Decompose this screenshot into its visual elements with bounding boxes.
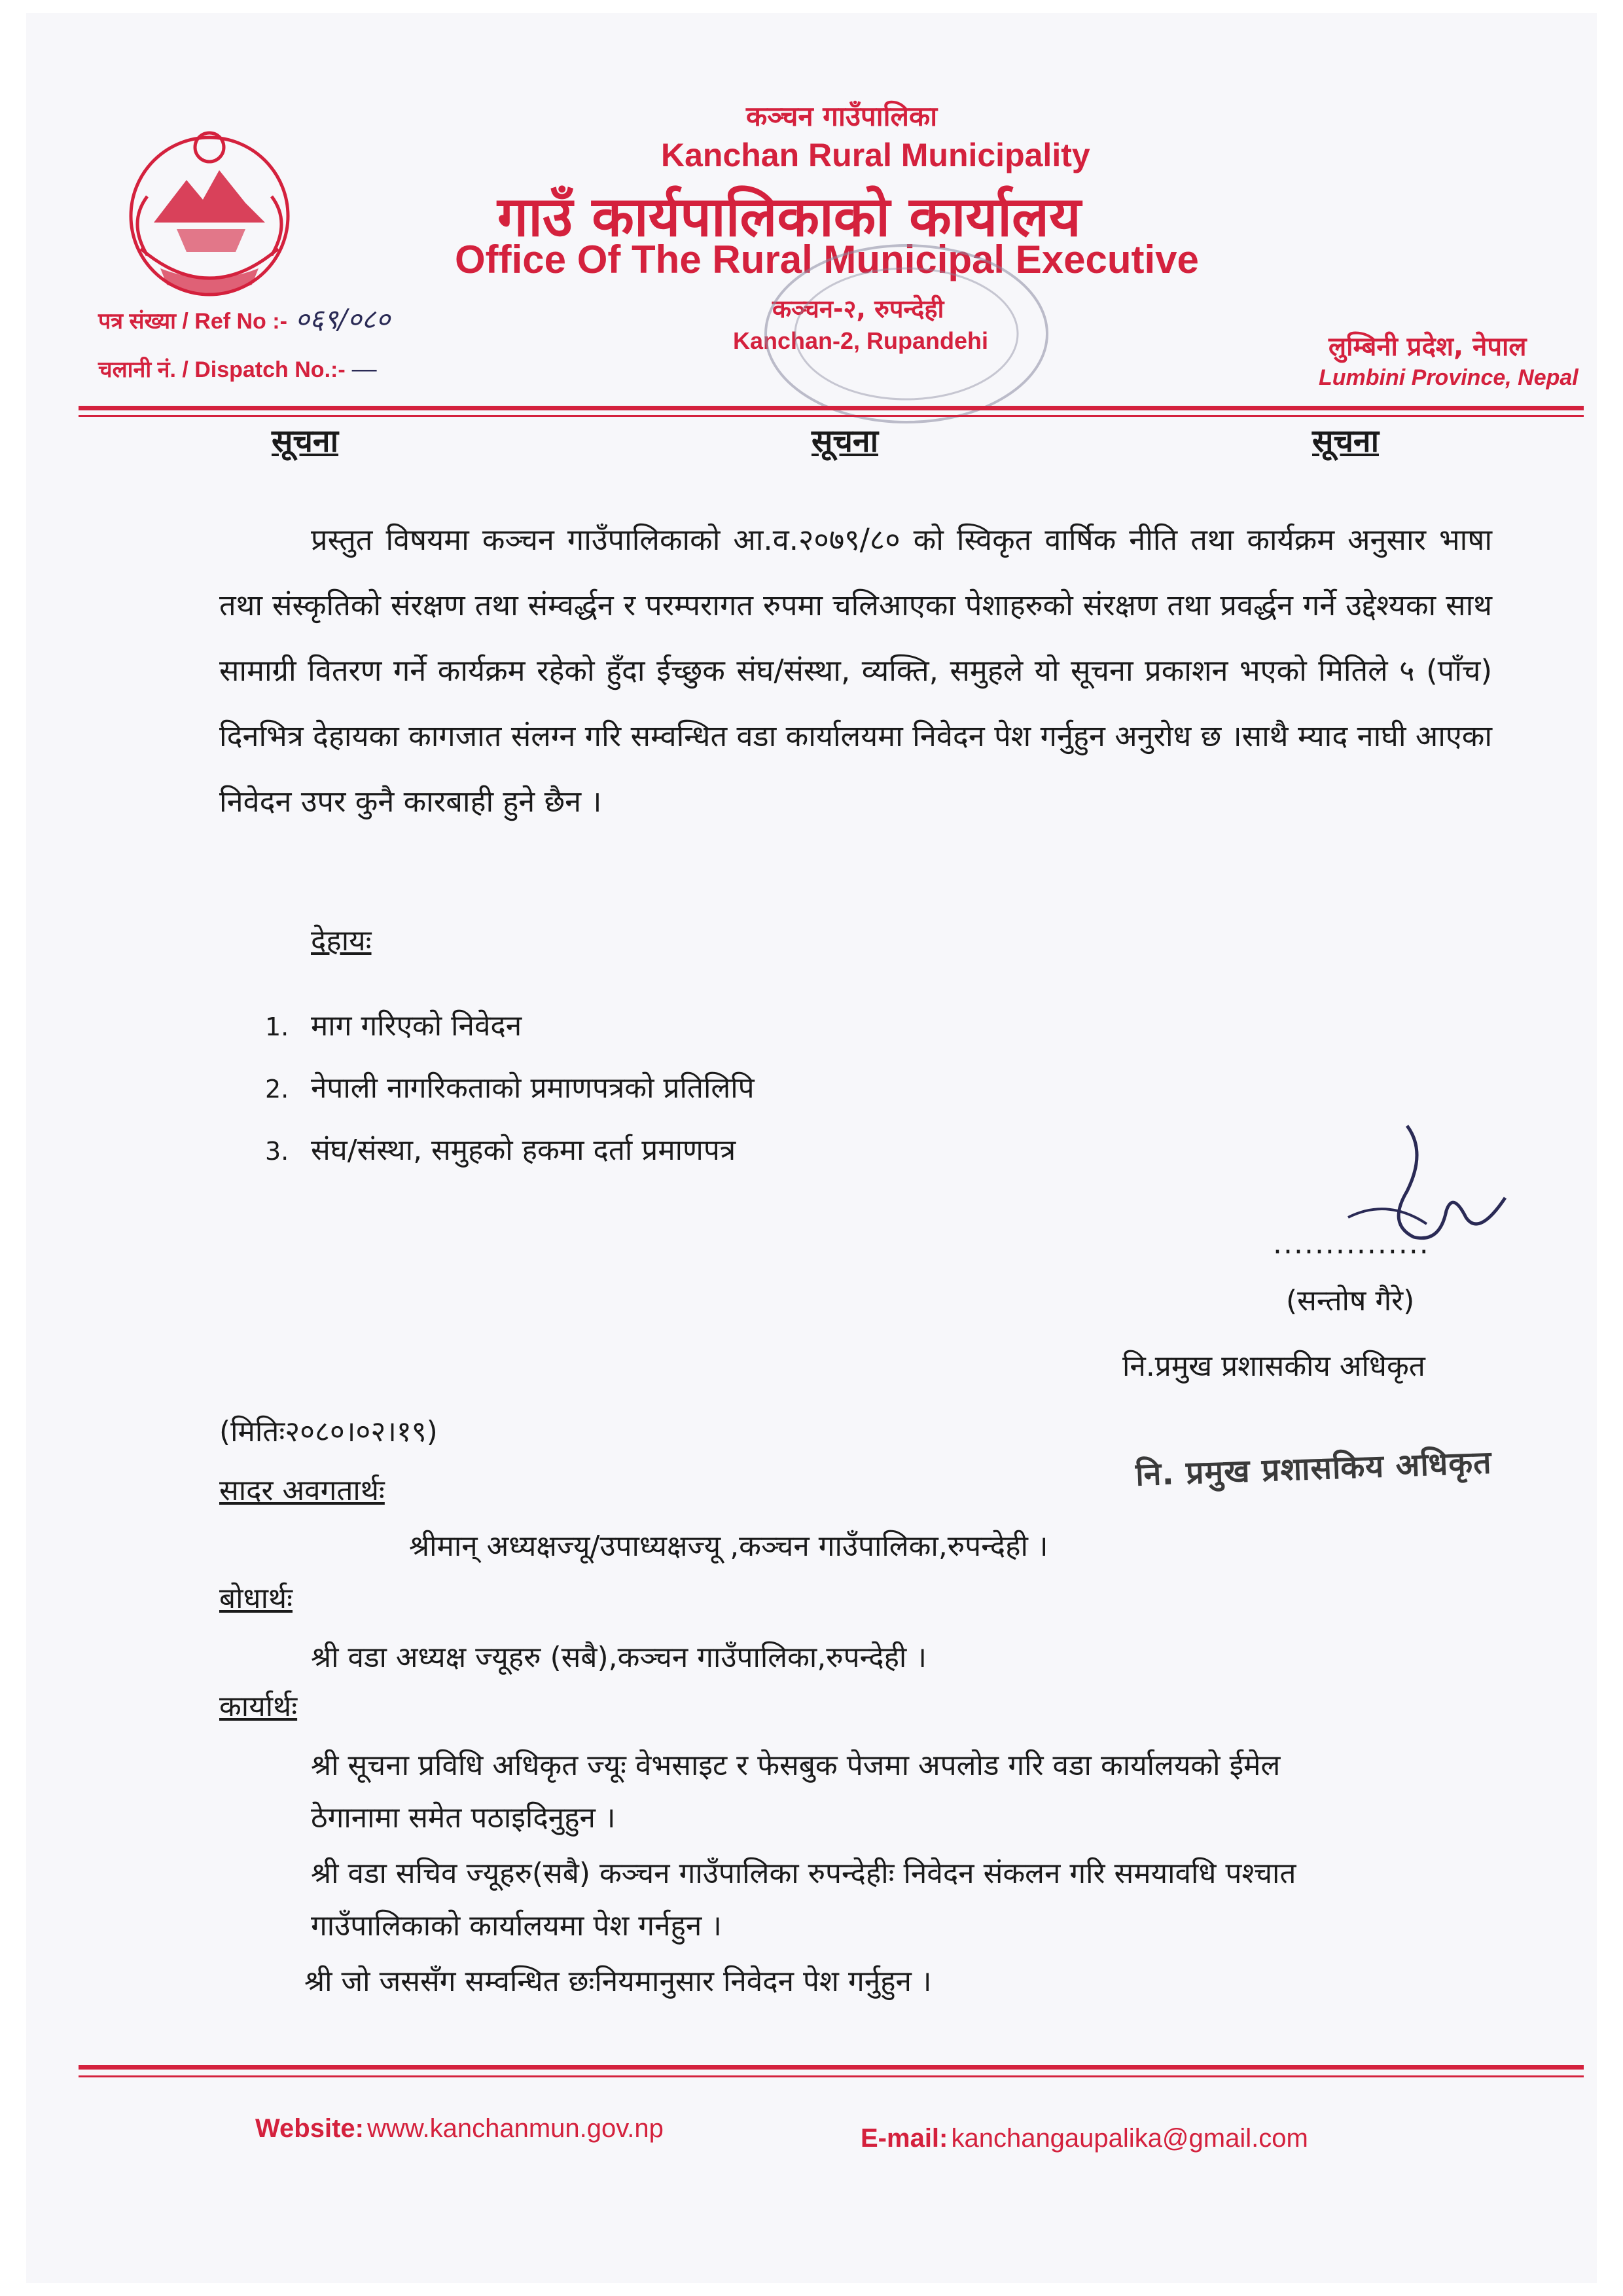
documents-heading: देहायः xyxy=(311,924,372,958)
karyartha-line: गाउँपालिकाको कार्यालयमा पेश गर्नहुन । xyxy=(311,1909,722,1943)
email-label: E-mail: xyxy=(861,2124,948,2153)
karyartha-line: श्री वडा सचिव ज्यूहरु(सबै) कञ्चन गाउँपालिका रुपन्देहीः निवेदन संकलन गरि समयावधि पश्चात xyxy=(311,1857,1296,1890)
header-rule-thin xyxy=(79,415,1584,417)
office-seal-icon xyxy=(753,236,1060,432)
karyartha-heading: कार्यार्थः xyxy=(219,1690,298,1723)
notice-title-left: सूचना xyxy=(272,423,339,459)
document-item xyxy=(265,1129,736,1168)
website-link[interactable]: www.kanchanmun.gov.np xyxy=(367,2114,664,2143)
reference-label: पत्र संख्या / Ref No :- xyxy=(98,309,287,334)
footer-email xyxy=(861,2124,1308,2153)
reference-number xyxy=(98,300,390,337)
municipality-name-en: Kanchan Rural Municipality xyxy=(661,137,1090,173)
nepal-emblem-icon xyxy=(115,118,304,314)
signatory-name: (सन्तोष गैरे) xyxy=(1286,1284,1415,1318)
document-item xyxy=(265,1005,522,1044)
document-item-text: माग गरिएको निवेदन xyxy=(311,1009,522,1043)
signatory-designation: नि.प्रमुख प्रशासकीय अधिकृत xyxy=(1122,1350,1425,1383)
footer-rule xyxy=(79,2065,1584,2070)
notice-title-center: सूचना xyxy=(812,423,879,459)
document-item-text: संघ/संस्था, समुहको हकमा दर्ता प्रमाणपत्र xyxy=(311,1134,736,1167)
reference-value: ०६९/०८० xyxy=(294,303,391,335)
document-item-number: 3. xyxy=(265,1137,289,1166)
footer-website xyxy=(255,2114,664,2144)
dispatch-label: चलानी नं. / Dispatch No.:- xyxy=(98,357,346,382)
notice-title-right: सूचना xyxy=(1312,423,1380,459)
karyartha-line: श्री सूचना प्रविधि अधिकृत ज्यूः वेभसाइट र फेसबुक पेजमा अपलोड गरि वडा कार्यालयको ईमेल xyxy=(311,1749,1281,1782)
notice-date: (मितिः२०८०।०२।१९) xyxy=(219,1415,438,1448)
karyartha-line: श्री जो जससँग सम्वन्धित छःनियमानुसार निवेदन पेश गर्नुहुन । xyxy=(304,1965,932,1998)
document-item-number: 1. xyxy=(265,1013,289,1041)
footer-rule-thin xyxy=(79,2075,1584,2077)
province-en: Lumbini Province, Nepal xyxy=(1319,365,1578,390)
dispatch-number xyxy=(98,353,377,384)
province-np: लुम्बिनी प्रदेश, नेपाल xyxy=(1329,332,1527,362)
office-title-np: गाउँ कार्यपालिकाको कार्यालय xyxy=(497,185,1081,249)
website-label: Website: xyxy=(255,2114,364,2143)
header-rule xyxy=(79,406,1584,410)
municipality-name-np: कञ्चन गाउँपालिका xyxy=(746,100,938,132)
signature-dots: ............... xyxy=(1273,1227,1430,1261)
dispatch-value: — xyxy=(351,355,377,383)
bodhartha-heading: बोधार्थः xyxy=(219,1582,293,1615)
email-link[interactable]: kanchangaupalika@gmail.com xyxy=(951,2124,1308,2153)
ward-address-en: Kanchan-2, Rupandehi xyxy=(733,327,989,354)
document-item-number: 2. xyxy=(265,1075,289,1103)
ward-address-np: कञ्चन-२, रुपन्देही xyxy=(772,295,944,323)
karyartha-line: ठेगानामा समेत पठाइदिनुहुन । xyxy=(311,1801,616,1835)
bodhartha-recipient: श्री वडा अध्यक्ष ज्यूहरु (सबै),कञ्चन गाउँपालिका,रुपन्देही । xyxy=(311,1641,927,1674)
document-item-text: नेपाली नागरिकताको प्रमाणपत्रको प्रतिलिपि xyxy=(311,1071,755,1105)
document-item xyxy=(265,1067,755,1106)
sadar-heading: सादर अवगतार्थः xyxy=(219,1474,385,1507)
office-title-en: Office Of The Rural Municipal Executive xyxy=(455,238,1199,281)
designation-stamp: नि. प्रमुख प्रशासकिय अधिकृत xyxy=(1135,1444,1493,1494)
sadar-recipient: श्रीमान् अध्यक्षज्यू/उपाध्यक्षज्यू ,कञ्चन गाउँपालिका,रुपन्देही । xyxy=(409,1530,1048,1563)
notice-paragraph: प्रस्तुत विषयमा कञ्चन गाउँपालिकाको आ.व.२०७९/८० को स्विकृत वार्षिक नीति तथा कार्यक्रम अनुसार भाषा तथा संस्कृतिको संरक्षण तथा संम्वर्द्धन र परम्परागत रुपमा चलिआएका पेशाहरुको संरक्षण तथा प्रवर्द्धन गर्ने उद्देश्यका साथ सामाग्री वितरण गर्ने कार्यक्रम रहेको हुँदा ईच्छुक संघ/संस्था, व्यक्ति, समुहले यो सूचना प्रकाशन भएको मितिले ५ (पाँच) दिनभित्र देहायका कागजात संलग्न गरि सम्वन्धित वडा कार्यालयमा निवेदन पेश गर्नुहुन अनुरोध छ ।साथै म्याद नाघी आएका निवेदन उपर कुनै कारबाही हुने छैन । xyxy=(219,522,1492,819)
